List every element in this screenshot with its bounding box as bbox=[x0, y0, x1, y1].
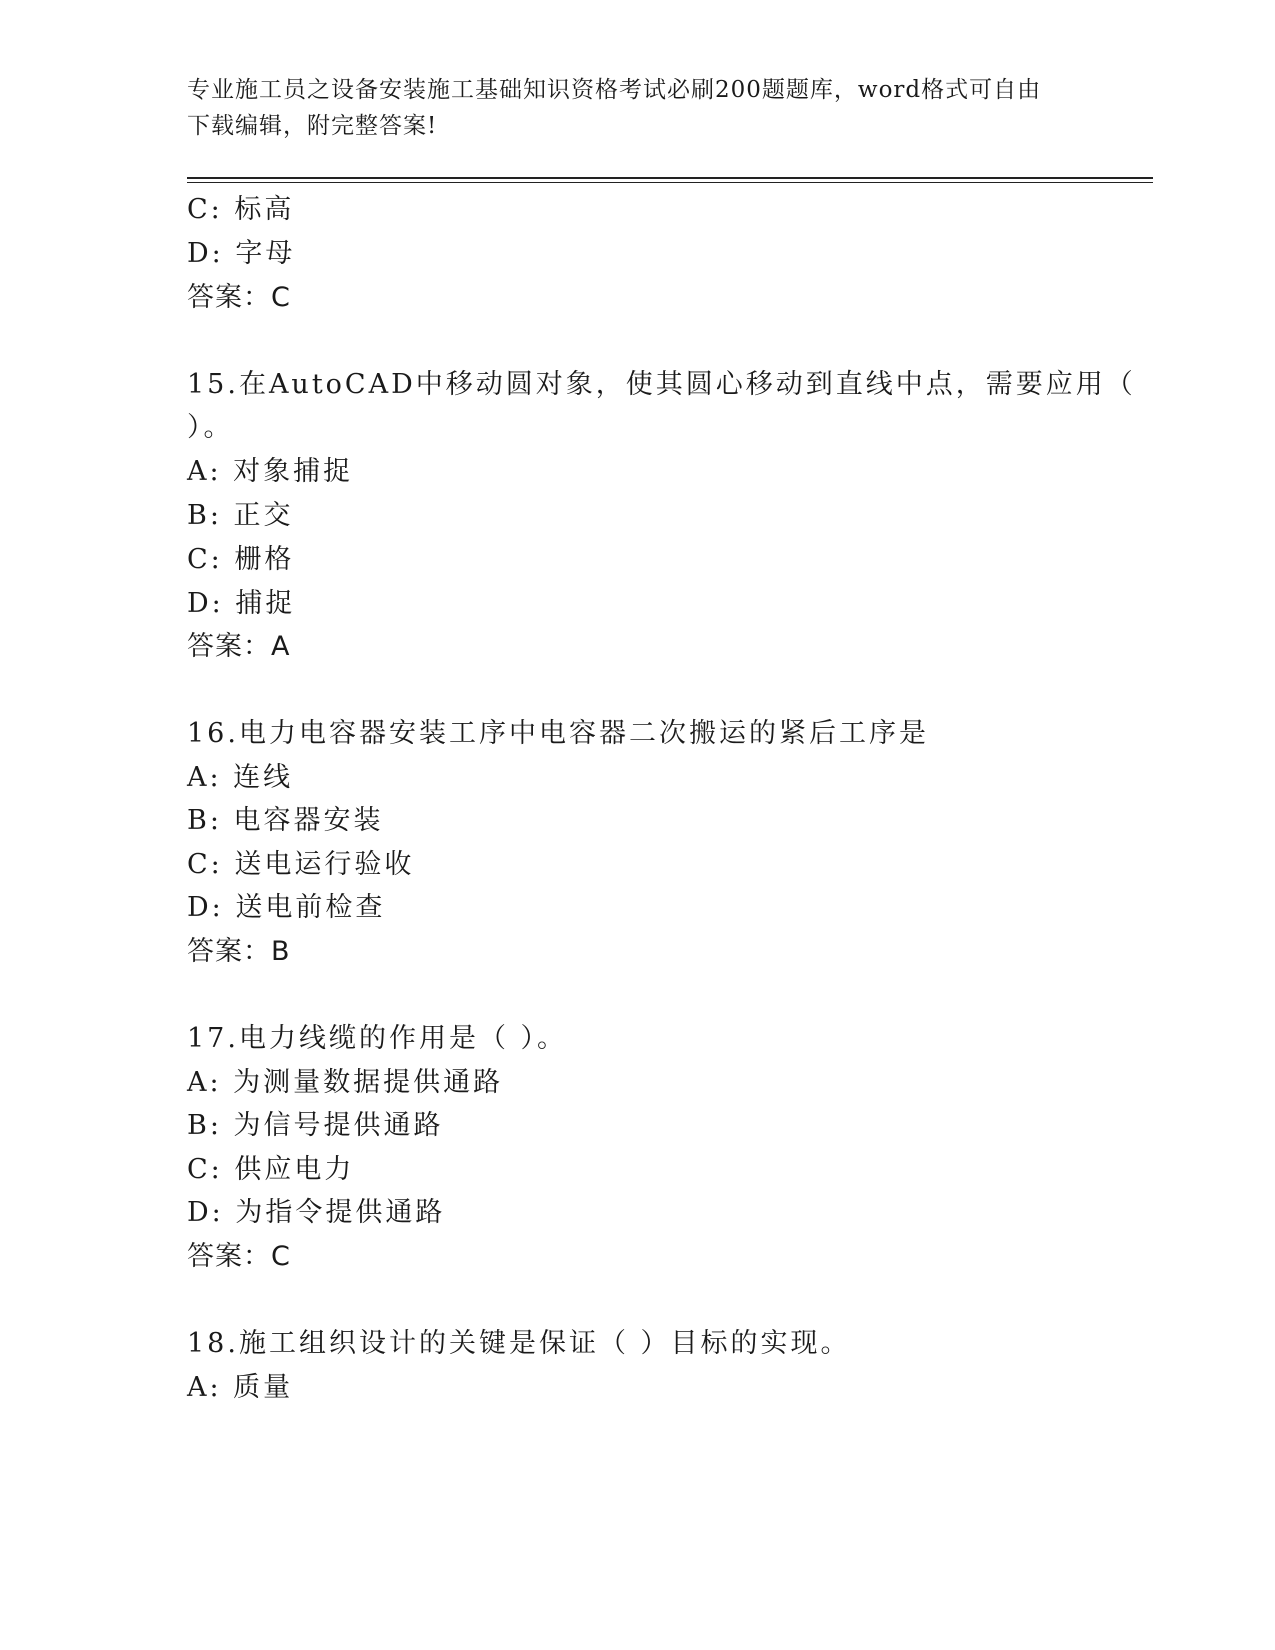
q18-question: 18.施工组织设计的关键是保证（ ）目标的实现。 bbox=[187, 1328, 851, 1359]
q15-answer: 答案：A bbox=[187, 631, 291, 662]
q17-question: 17.电力线缆的作用是（ ）。 bbox=[187, 1023, 568, 1054]
q16-option-c: C: 送电运行验收 bbox=[187, 849, 415, 880]
q14-option-c: C: 标高 bbox=[187, 194, 295, 225]
document-header bbox=[187, 72, 1067, 144]
q17-option-a: A: 为测量数据提供通路 bbox=[187, 1067, 504, 1098]
q15-question-line-1: 15.在AutoCAD中移动圆对象，使其圆心移动到直线中点，需要应用（ bbox=[187, 369, 1136, 400]
q17-option-d: D: 为指令提供通路 bbox=[187, 1197, 446, 1228]
header-divider-thin bbox=[187, 182, 1153, 183]
header-line-2: 下载编辑，附完整答案! bbox=[187, 113, 438, 139]
q16-option-b: B: 电容器安装 bbox=[187, 805, 384, 836]
q15-question-line-2: ）。 bbox=[187, 412, 234, 443]
q14-option-d: D: 字母 bbox=[187, 238, 296, 269]
q16-option-a: A: 连线 bbox=[187, 762, 294, 793]
q16-answer: 答案：B bbox=[187, 936, 291, 967]
q15-option-c: C: 栅格 bbox=[187, 544, 295, 575]
q18-option-a: A: 质量 bbox=[187, 1372, 294, 1403]
q15-option-b: B: 正交 bbox=[187, 500, 294, 531]
header-line-1: 专业施工员之设备安装施工基础知识资格考试必刷200题题库，word格式可自由 bbox=[187, 77, 1042, 103]
header-divider-thick bbox=[187, 177, 1153, 179]
q17-option-c: C: 供应电力 bbox=[187, 1154, 355, 1185]
q15-option-d: D: 捕捉 bbox=[187, 588, 296, 619]
q15-option-a: A: 对象捕捉 bbox=[187, 456, 354, 487]
q17-answer: 答案：C bbox=[187, 1241, 291, 1272]
q17-option-b: B: 为信号提供通路 bbox=[187, 1110, 444, 1141]
q16-question: 16.电力电容器安装工序中电容器二次搬运的紧后工序是 bbox=[187, 718, 929, 749]
q14-answer: 答案：C bbox=[187, 282, 291, 313]
q16-option-d: D: 送电前检查 bbox=[187, 892, 386, 923]
